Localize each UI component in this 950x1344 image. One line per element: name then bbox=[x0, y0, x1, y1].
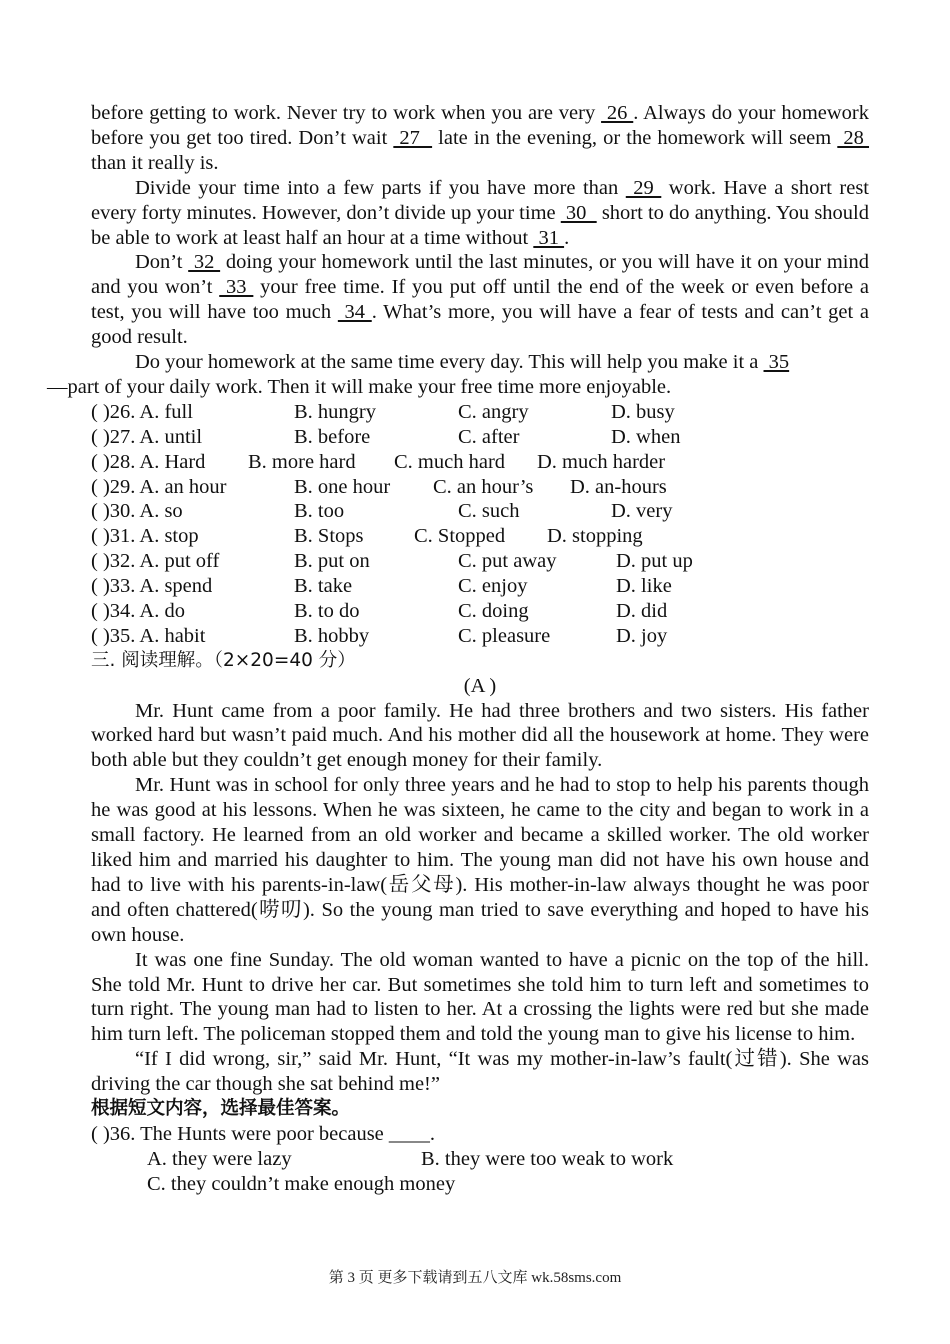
option-row-26 bbox=[91, 400, 869, 425]
option-a: ( )30. A. so bbox=[91, 500, 183, 523]
option-a: ( )29. A. an hour bbox=[91, 475, 227, 498]
option-d: D. when bbox=[611, 425, 681, 448]
option-c: C. after bbox=[458, 425, 520, 448]
question-36 bbox=[91, 1122, 869, 1197]
option-row-32 bbox=[91, 549, 869, 574]
option-b: B. before bbox=[294, 425, 371, 448]
blank-35: 35 bbox=[763, 351, 790, 374]
option-d: D. busy bbox=[611, 400, 675, 423]
option-a: ( )35. A. habit bbox=[91, 624, 206, 647]
option-a: ( )26. A. full bbox=[91, 400, 193, 423]
cloze-paragraph-2 bbox=[91, 176, 869, 251]
option-c: C. an hour’s bbox=[433, 475, 534, 498]
text: Don’t bbox=[135, 251, 189, 274]
blank-28: 28 bbox=[837, 126, 870, 149]
option-b: B. hobby bbox=[294, 624, 370, 647]
choice-a: A. they were lazy bbox=[147, 1147, 292, 1170]
option-d: D. very bbox=[611, 500, 673, 523]
option-b: B. to do bbox=[294, 600, 360, 622]
option-d: D. an-hours bbox=[570, 475, 667, 498]
option-b: B. one hour bbox=[294, 475, 391, 498]
options-list bbox=[91, 400, 869, 649]
option-row-30 bbox=[91, 499, 869, 524]
option-d: D. like bbox=[616, 575, 672, 598]
option-d: D. did bbox=[616, 600, 668, 622]
cloze-paragraph-3 bbox=[91, 250, 869, 350]
choice-row bbox=[91, 1147, 869, 1172]
cloze-paragraph-4 bbox=[47, 350, 869, 400]
option-row-31 bbox=[91, 524, 869, 549]
question-stem: ( )36. The Hunts were poor because ____. bbox=[91, 1122, 436, 1145]
instruction: 根据短文内容，选择最佳答案。 bbox=[91, 1098, 351, 1120]
text: late in the evening, or the homework will seem bbox=[432, 126, 838, 149]
reading-paragraph-3: It was one fine Sunday. The old woman wanted to have a picnic on the top of the hill. She told Mr. Hunt to drive her car. But sometimes she told him to turn left and sometimes to turn right. The young man had to listen to her. At a crossing the lights were red but she made him turn left. The policeman stopped them and told the young man to give his license to him. bbox=[91, 948, 869, 1046]
option-a: ( )34. A. do bbox=[91, 600, 185, 622]
blank-27: 27 bbox=[393, 126, 433, 149]
option-row-34 bbox=[91, 599, 869, 624]
option-c: C. enjoy bbox=[458, 575, 528, 598]
option-a: ( )32. A. put off bbox=[91, 550, 220, 573]
option-b: B. take bbox=[294, 575, 353, 598]
choice-c: C. they couldn’t make enough money bbox=[147, 1172, 456, 1195]
page-footer: 第 3 页 更多下载请到五八文库 wk.58sms.com bbox=[328, 1270, 622, 1286]
option-row-28 bbox=[91, 450, 869, 475]
reading-paragraph-4: “If I did wrong, sir,” said Mr. Hunt, “It was my mother-in-law’s fault(过错). She was driving the car though she sat behind me!” bbox=[91, 1048, 869, 1096]
option-a: ( )31. A. stop bbox=[91, 525, 199, 548]
option-b: B. too bbox=[294, 500, 345, 523]
option-b: B. more hard bbox=[248, 450, 356, 473]
text: . What’s more, you will have a fear of tests and can’t get a good result. bbox=[91, 301, 869, 349]
option-a: ( )33. A. spend bbox=[91, 575, 213, 598]
text: —part of your daily work. Then it will make your free time more enjoyable. bbox=[47, 375, 672, 398]
text: your free time. If you put off until the end of the week or even before a test, you will have too much bbox=[91, 276, 870, 324]
blank-33: 33 bbox=[219, 276, 254, 299]
option-d: D. stopping bbox=[547, 525, 643, 548]
text: . bbox=[564, 226, 570, 249]
blank-26: 26 bbox=[601, 102, 634, 124]
blank-31: 31 bbox=[533, 226, 565, 249]
text: than it really is. bbox=[91, 151, 219, 174]
text: work. Have a short rest every forty minutes. However, don’t divide up your time bbox=[91, 176, 870, 224]
text: Divide your time into a few parts if you have more than bbox=[135, 176, 626, 199]
option-b: B. hungry bbox=[294, 400, 376, 423]
option-c: C. much hard bbox=[394, 450, 506, 473]
option-row-33 bbox=[91, 574, 869, 599]
option-d: D. much harder bbox=[537, 450, 666, 473]
text: before getting to work. Never try to work when you are very bbox=[91, 102, 602, 124]
option-row-29 bbox=[91, 475, 869, 500]
blank-29: 29 bbox=[625, 176, 662, 199]
blank-34: 34 bbox=[337, 301, 372, 324]
choice-b: B. they were too weak to work bbox=[421, 1147, 674, 1170]
option-a: ( )28. A. Hard bbox=[91, 450, 206, 473]
option-c: C. angry bbox=[458, 400, 529, 423]
option-d: D. joy bbox=[616, 624, 668, 647]
blank-32: 32 bbox=[188, 251, 221, 274]
blank-30: 30 bbox=[560, 201, 597, 224]
text: doing your homework until the last minutes, or you will have it on your mind and you won’t bbox=[91, 251, 870, 299]
option-b: B. put on bbox=[294, 550, 370, 573]
text: short to do anything. You should be able to work at least half an hour at a time without bbox=[91, 201, 869, 249]
cloze-paragraph-1 bbox=[91, 101, 869, 176]
document-page bbox=[47, 101, 870, 1197]
reading-paragraph-2: Mr. Hunt was in school for only three years and he had to stop to help his parents though he was good at his lessons. When he was sixteen, he came to the city and began to work in a small factory. He learned from an old worker and became a skilled worker. The old worker liked him and married his daughter to him. The young man did not have his own house and had to live with his parents-in-law(岳父母). His mother-in-law always thought he was poor and often chattered(唠叨). So the young man tried to save everything and hoped to have his own house. bbox=[91, 774, 869, 946]
passage-title: (A ) bbox=[463, 674, 497, 697]
option-d: D. put up bbox=[616, 550, 693, 573]
option-c: C. put away bbox=[458, 550, 557, 573]
section-heading: 三. 阅读理解。（2×20=40 分） bbox=[91, 649, 356, 671]
option-row-35 bbox=[91, 624, 869, 649]
text: . Always do your homework before you get too tired. Don’t wait bbox=[91, 102, 869, 149]
option-c: C. pleasure bbox=[458, 624, 551, 647]
option-c: C. such bbox=[458, 500, 520, 523]
reading-paragraph-1: Mr. Hunt came from a poor family. He had three brothers and two sisters. His father worked hard but wasn’t paid much. And his mother did all the housework at home. They were both able but they couldn’t get enough money for their family. bbox=[91, 699, 869, 772]
text: Do your homework at the same time every day. This will help you make it a bbox=[135, 351, 764, 374]
option-a: ( )27. A. until bbox=[91, 425, 203, 448]
option-c: C. Stopped bbox=[414, 525, 506, 548]
option-c: C. doing bbox=[458, 600, 529, 622]
option-b: B. Stops bbox=[294, 525, 364, 548]
option-row-27 bbox=[91, 425, 869, 450]
